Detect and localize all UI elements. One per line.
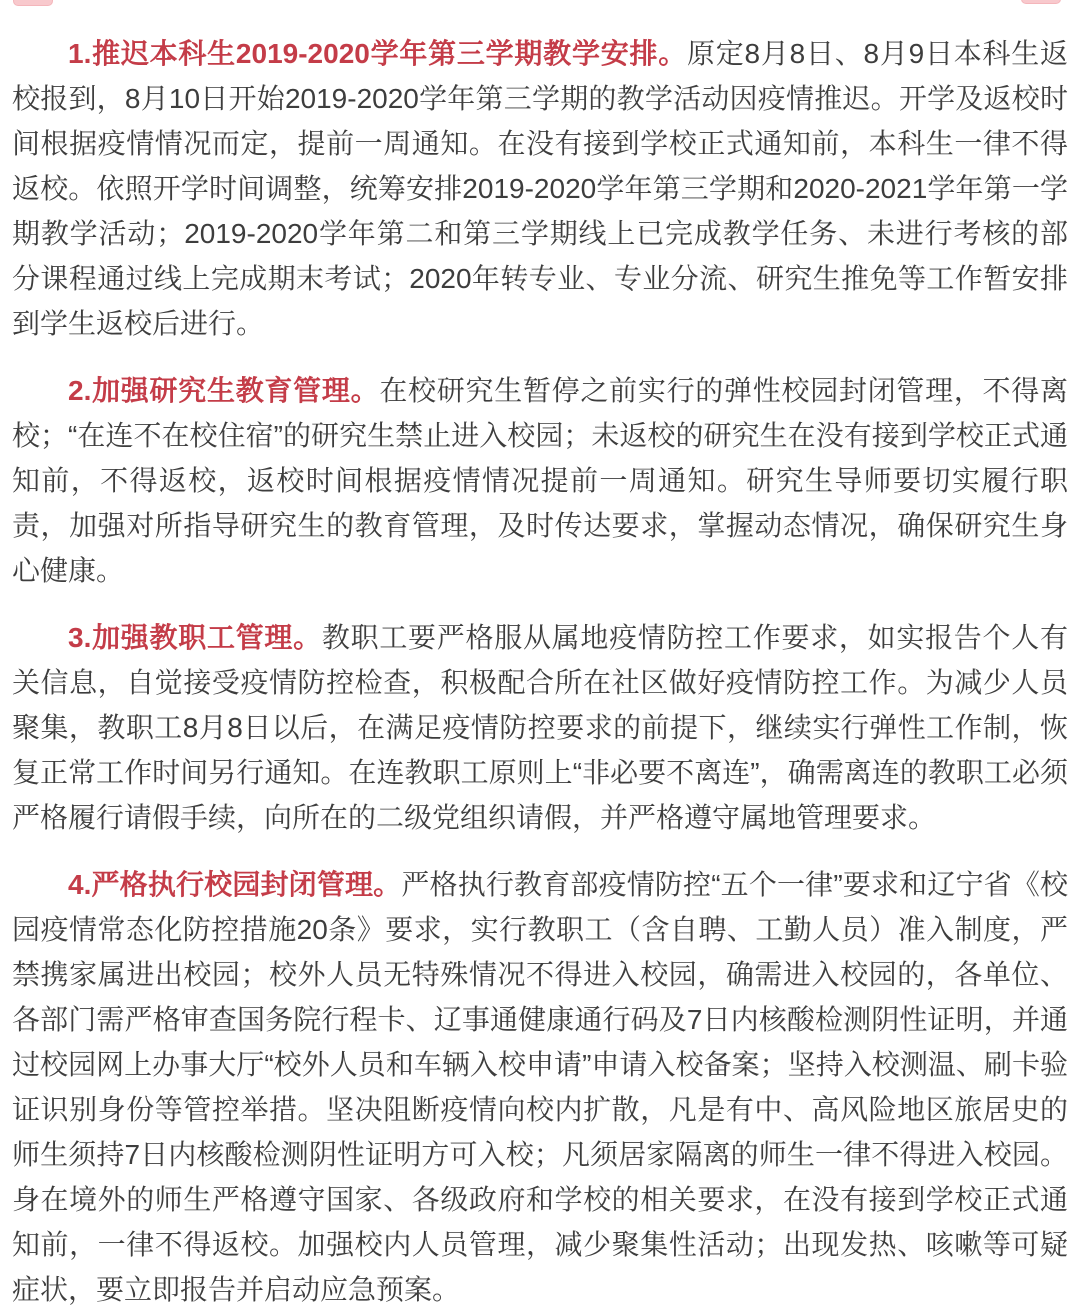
pink-tab-left-fragment bbox=[13, 0, 53, 6]
section-2-body-text: 在校研究生暂停之前实行的弹性校园封闭管理，不得离校；“在连不在校住宿”的研究生禁止进入校园；未返校的研究生在没有接到学校正式通知前，不得返校，返校时间根据疫情情况提前一周通知。研究生导师要切实履行职责，加强对所指导研究生的教育管理，及时传达要求，掌握动态情况，确保研究生身心健康。 bbox=[12, 375, 1068, 586]
section-2-heading: 2.加强研究生教育管理。 bbox=[68, 375, 380, 406]
section-1-body-text: 原定8月8日、8月9日本科生返校报到，8月10日开始2019-2020学年第三学期的教学活动因疫情推迟。开学及返校时间根据疫情情况而定，提前一周通知。在没有接到学校正式通知前，本科生一律不得返校。依照开学时间调整，统筹安排2019-2020学年第三学期和2020-2021学年第一学期教学活动；2019-2020学年第二和第三学期线上已完成教学任务、未进行考核的部分课程通过线上完成期末考试；2020年转专业、专业分流、研究生推免等工作暂安排到学生返校后进行。 bbox=[12, 38, 1068, 339]
section-2-paragraph bbox=[12, 368, 1068, 593]
section-4-body-text: 严格执行教育部疫情防控“五个一律”要求和辽宁省《校园疫情常态化防控措施20条》要求，实行教职工（含自聘、工勤人员）准入制度，严禁携家属进出校园；校外人员无特殊情况不得进入校园，确需进入校园的，各单位、各部门需严格审查国务院行程卡、辽事通健康通行码及7日内核酸检测阴性证明，并通过校园网上办事大厅“校外人员和车辆入校申请”申请入校备案；坚持入校测温、刷卡验证识别身份等管控举措。坚决阻断疫情向校内扩散，凡是有中、高风险地区旅居史的师生须持7日内核酸检测阴性证明方可入校；凡须居家隔离的师生一律不得进入校园。身在境外的师生严格遵守国家、各级政府和学校的相关要求，在没有接到学校正式通知前，一律不得返校。加强校内人员管理，减少聚集性活动；出现发热、咳嗽等可疑症状，要立即报告并启动应急预案。 bbox=[12, 869, 1069, 1305]
section-1-heading: 1.推迟本科生2019-2020学年第三学期教学安排。 bbox=[68, 38, 688, 69]
section-3-paragraph bbox=[12, 615, 1068, 840]
pink-tab-right-fragment bbox=[1021, 0, 1061, 4]
section-1-paragraph bbox=[12, 31, 1068, 346]
section-3-heading: 3.加强教职工管理。 bbox=[68, 622, 322, 653]
section-3-body-text: 教职工要严格服从属地疫情防控工作要求，如实报告个人有关信息，自觉接受疫情防控检查，积极配合所在社区做好疫情防控工作。为减少人员聚集，教职工8月8日以后，在满足疫情防控要求的前提下，继续实行弹性工作制，恢复正常工作时间另行通知。在连教职工原则上“非必要不离连”，确需离连的教职工必须严格履行请假手续，向所在的二级党组织请假，并严格遵守属地管理要求。 bbox=[12, 622, 1068, 833]
section-4-paragraph bbox=[12, 862, 1068, 1312]
section-4-heading: 4.严格执行校园封闭管理。 bbox=[68, 869, 402, 900]
